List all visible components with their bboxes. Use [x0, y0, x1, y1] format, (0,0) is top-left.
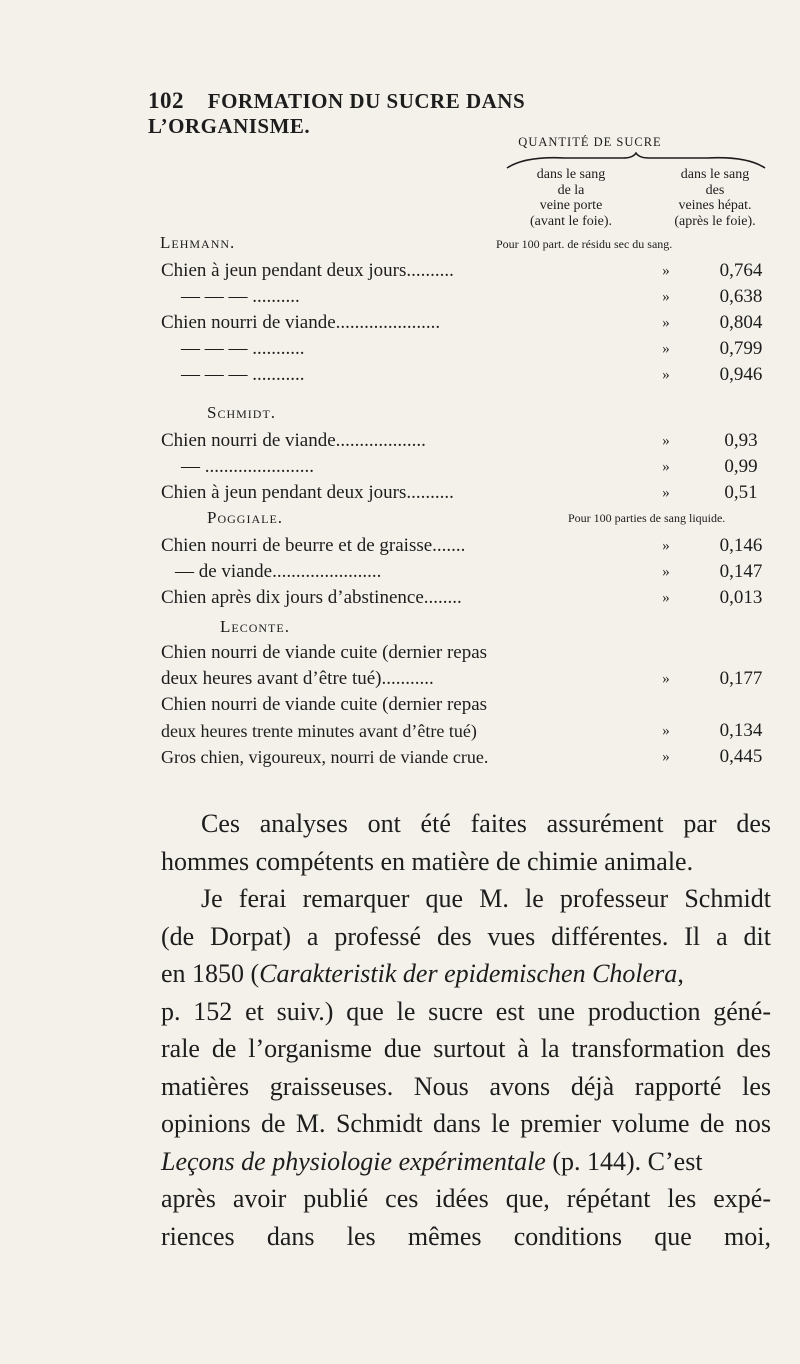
- table-row: [161, 718, 771, 744]
- body-line: opinions de M. Schmidt dans le premier volume de nos: [161, 1109, 771, 1138]
- running-head: [148, 88, 688, 139]
- table-group-header: QUANTITÉ DE SUCRE: [518, 135, 662, 149]
- row-col1: »: [662, 564, 670, 580]
- row-col1: »: [662, 459, 670, 475]
- row-col1: »: [662, 315, 670, 331]
- row-col2: 0,177: [719, 668, 763, 689]
- col2-header-line: (après le foie).: [674, 213, 756, 229]
- body-fragment: en 1850 (: [161, 959, 260, 988]
- row-col1: »: [662, 590, 670, 606]
- row-col2: 0,638: [719, 286, 763, 307]
- table-row: [161, 362, 771, 388]
- row-label: deux heures avant d’être tué)...........: [161, 668, 434, 689]
- row-label: Chien nourri de viande...................: [161, 430, 426, 451]
- body-line: (de Dorpat) a professé des vues différentes. Il a dit: [161, 921, 771, 951]
- row-col2: 0,013: [719, 587, 763, 608]
- table-row: [161, 559, 771, 585]
- body-line: p. 152 et suiv.) que le sucre est une production géné-: [161, 996, 771, 1026]
- row-label: Chien nourri de viande cuite (dernier repas: [161, 642, 488, 663]
- row-label: Chien nourri de viande......................: [161, 312, 441, 333]
- cited-title: Leçons de physiologie expérimentale: [161, 1146, 546, 1176]
- row-col1: »: [662, 341, 670, 357]
- body-line: matières graisseuses. Nous avons déjà rapporté les: [161, 1071, 771, 1101]
- col1-header-line: dans le sang: [536, 167, 606, 182]
- column-header-portal-vein: [496, 167, 646, 229]
- row-col2: 0,93: [724, 430, 758, 451]
- row-col2: 0,99: [724, 456, 758, 477]
- table-row: [161, 258, 771, 284]
- cited-title: Carakteristik der epidemischen Cholera: [259, 959, 678, 988]
- row-label: — .......................: [181, 456, 314, 477]
- row-label: — — — ..........: [181, 286, 300, 307]
- body-line: hommes compétents en matière de chimie animale.: [161, 846, 694, 876]
- table-row: [161, 336, 771, 362]
- col2-header-line: dans le sang: [680, 167, 750, 182]
- table-row: [161, 692, 771, 718]
- row-label: Chien après dix jours d’abstinence........: [161, 587, 462, 608]
- row-col1: »: [662, 723, 670, 739]
- table-row: [161, 480, 771, 506]
- table-row: [161, 284, 771, 310]
- row-col2: 0,946: [719, 364, 763, 385]
- table-row: [161, 585, 771, 611]
- row-label: Chien nourri de beurre et de graisse.......: [161, 535, 466, 556]
- row-col1: »: [662, 749, 670, 765]
- table-row: [161, 666, 771, 692]
- row-col1: »: [662, 485, 670, 501]
- row-col2: 0,51: [724, 482, 758, 503]
- col2-header-line: veines hépat.: [678, 198, 752, 213]
- running-title: FORMATION DU SUCRE DANS L’ORGANISME.: [148, 89, 526, 138]
- row-col1: »: [662, 289, 670, 305]
- row-label: Chien à jeun pendant deux jours..........: [161, 482, 454, 503]
- table-row: [161, 428, 771, 454]
- table-row: [161, 640, 771, 666]
- unit-note: Pour 100 part. de résidu sec du sang.: [496, 237, 673, 251]
- column-header-hepatic-veins: [640, 167, 790, 229]
- page-number: 102: [148, 88, 184, 113]
- col2-header-line: des: [705, 182, 725, 198]
- body-line: rale de l’organisme due surtout à la transformation des: [161, 1034, 771, 1063]
- row-col2: 0,445: [719, 746, 763, 767]
- row-col1: »: [662, 367, 670, 383]
- body-line: Ces analyses ont été faites assurément par des: [201, 809, 771, 838]
- row-label: deux heures trente minutes avant d’être tué): [161, 721, 477, 741]
- section-author-leconte: Leconte.: [220, 617, 290, 636]
- row-col2: 0,134: [719, 720, 763, 741]
- row-label: Chien nourri de viande cuite (dernier repas: [161, 694, 488, 715]
- col1-header-line: de la: [557, 182, 585, 198]
- table-row: [161, 744, 771, 770]
- row-col2: 0,804: [719, 312, 763, 333]
- body-fragment: ,: [677, 959, 684, 988]
- table-row: [161, 533, 771, 559]
- row-label: Chien à jeun pendant deux jours..........: [161, 260, 454, 281]
- row-col2: 0,146: [719, 535, 763, 556]
- body-line: riences dans les mêmes conditions que moi,: [161, 1221, 771, 1251]
- row-col1: »: [662, 671, 670, 687]
- row-col2: 0,799: [719, 338, 763, 359]
- unit-note: Pour 100 parties de sang liquide.: [568, 511, 726, 525]
- row-col2: 0,764: [719, 260, 763, 281]
- row-col1: »: [662, 538, 670, 554]
- body-line: Je ferai remarquer que M. le professeur Schmidt: [201, 884, 771, 913]
- row-col1: »: [662, 263, 670, 279]
- col1-header-line: veine porte: [539, 198, 603, 213]
- row-col2: 0,147: [719, 561, 763, 582]
- body-line: [161, 955, 771, 993]
- row-label: — de viande.......................: [175, 561, 382, 582]
- section-author-lehmann: Lehmann.: [160, 233, 236, 252]
- table-row: [161, 454, 771, 480]
- body-fragment: (p. 144). C’est: [545, 1146, 703, 1176]
- table-row: [161, 310, 771, 336]
- col1-header-line: (avant le foie).: [529, 213, 612, 229]
- row-label: — — — ...........: [181, 338, 305, 359]
- row-label: Gros chien, vigoureux, nourri de viande crue.: [161, 747, 489, 767]
- section-author-poggiale: Poggiale.: [207, 508, 284, 527]
- body-line: [161, 1143, 771, 1181]
- body-paragraphs: [161, 805, 771, 1255]
- section-author-schmidt: Schmidt.: [207, 403, 277, 422]
- row-col1: »: [662, 433, 670, 449]
- row-label: — — — ...........: [181, 364, 305, 385]
- body-line: après avoir publié ces idées que, répétant les expé-: [161, 1184, 771, 1213]
